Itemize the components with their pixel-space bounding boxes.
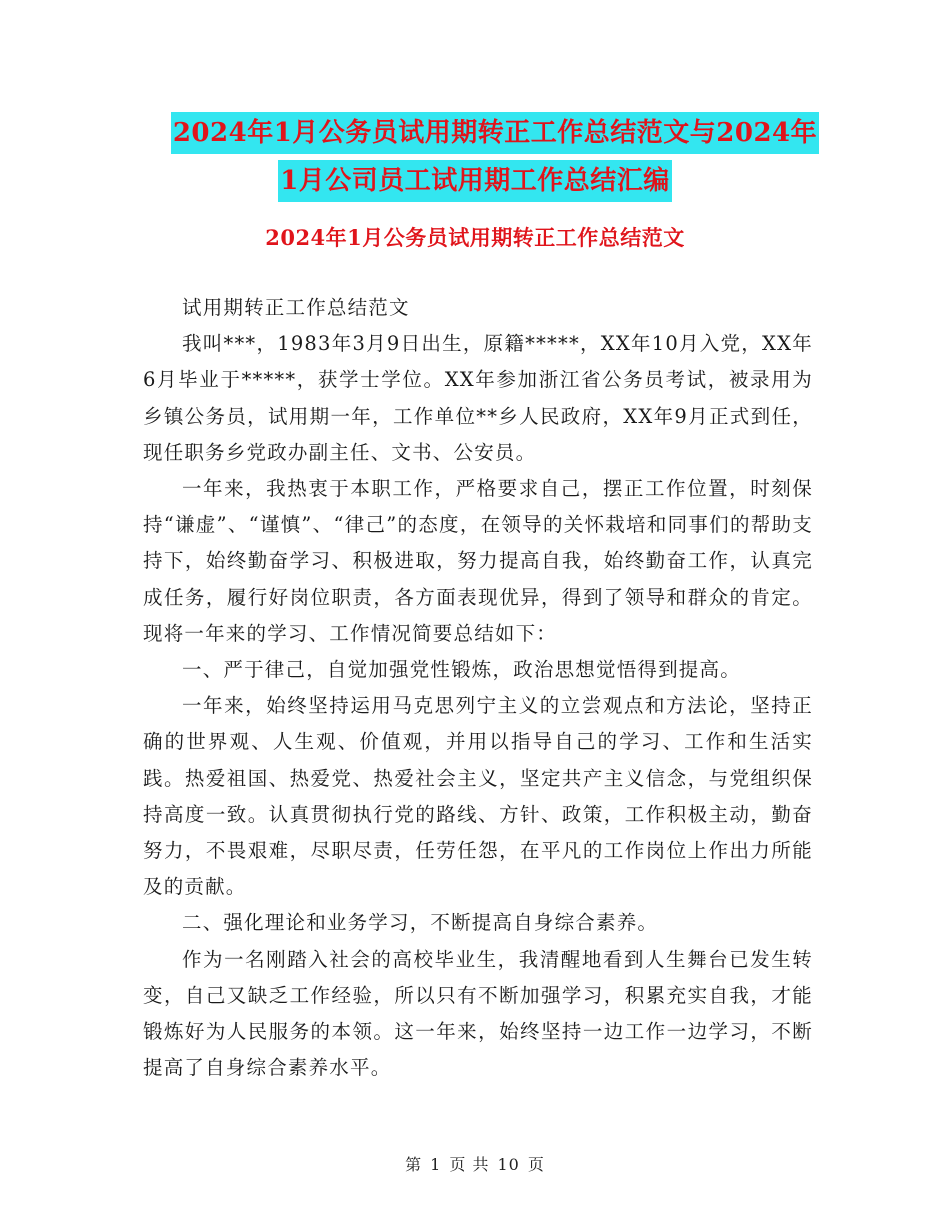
body-paragraph: 一、严于律己，自觉加强党性锻炼，政治思想觉悟得到提高。 [182, 658, 741, 682]
body-paragraph: 一年来，始终坚持运用马克思列宁主义的立尝观点和方法论，坚持正确的世界观、人生观、价值观，并用以指导自己的学习、工作和生活实践。热爱祖国、热爱党、热爱社会主义，坚定共产主义信念，与党组织保持高度一致。认真贯彻执行党的路线、方针、政策，工作积极主动，勤奋努力，不畏艰难，尽职尽责，任劳任怨，在平凡的工作岗位上作出力所能及的贡献。 [143, 694, 813, 899]
body-paragraph: 一年来，我热衷于本职工作，严格要求自己，摆正工作位置，时刻保持“谦虚”、“谨慎”、“律己”的态度，在领导的关怀栽培和同事们的帮助支持下，始终勤奋学习、积极进取，努力提高自我，始终勤奋工作，认真完成任务，履行好岗位职责，各方面表现优异，得到了领导和群众的肯定。现将一年来的学习、工作情况简要总结如下： [143, 477, 813, 645]
section-title: 2024年1月公务员试用期转正工作总结范文 [265, 225, 685, 250]
document-main-title [0, 112, 950, 208]
footer-page-number: 1 [430, 1155, 442, 1174]
footer-suffix: 页 [527, 1155, 545, 1174]
footer-page-total: 10 [497, 1155, 520, 1174]
main-title-line-1: 2024年1月公务员试用期转正工作总结范文与2024年 [171, 112, 819, 154]
document-body [143, 290, 813, 1086]
body-paragraph: 我叫***，1983年3月9日出生，原籍*****，XX年10月入党，XX年6月毕业于*****，获学士学位。XX年参加浙江省公务员考试，被录用为乡镇公务员，试用期一年，工作单位**乡人民政府，XX年9月正式到任，现任职务乡党政办副主任、文书、公安员。 [143, 332, 813, 464]
main-title-line-2: 1月公司员工试用期工作总结汇编 [278, 160, 672, 202]
body-paragraph: 二、强化理论和业务学习，不断提高自身综合素养。 [182, 911, 659, 935]
body-paragraph: 作为一名刚踏入社会的高校毕业生，我清醒地看到人生舞台已发生转变，自己又缺乏工作经验，所以只有不断加强学习，积累充实自我，才能锻炼好为人民服务的本领。这一年来，始终坚持一边工作一边学习，不断提高了自身综合素养水平。 [143, 947, 813, 1080]
footer-middle: 页 共 [449, 1155, 490, 1174]
footer-prefix: 第 [405, 1155, 423, 1174]
page-footer [0, 1152, 950, 1175]
body-paragraph: 试用期转正工作总结范文 [182, 296, 410, 319]
